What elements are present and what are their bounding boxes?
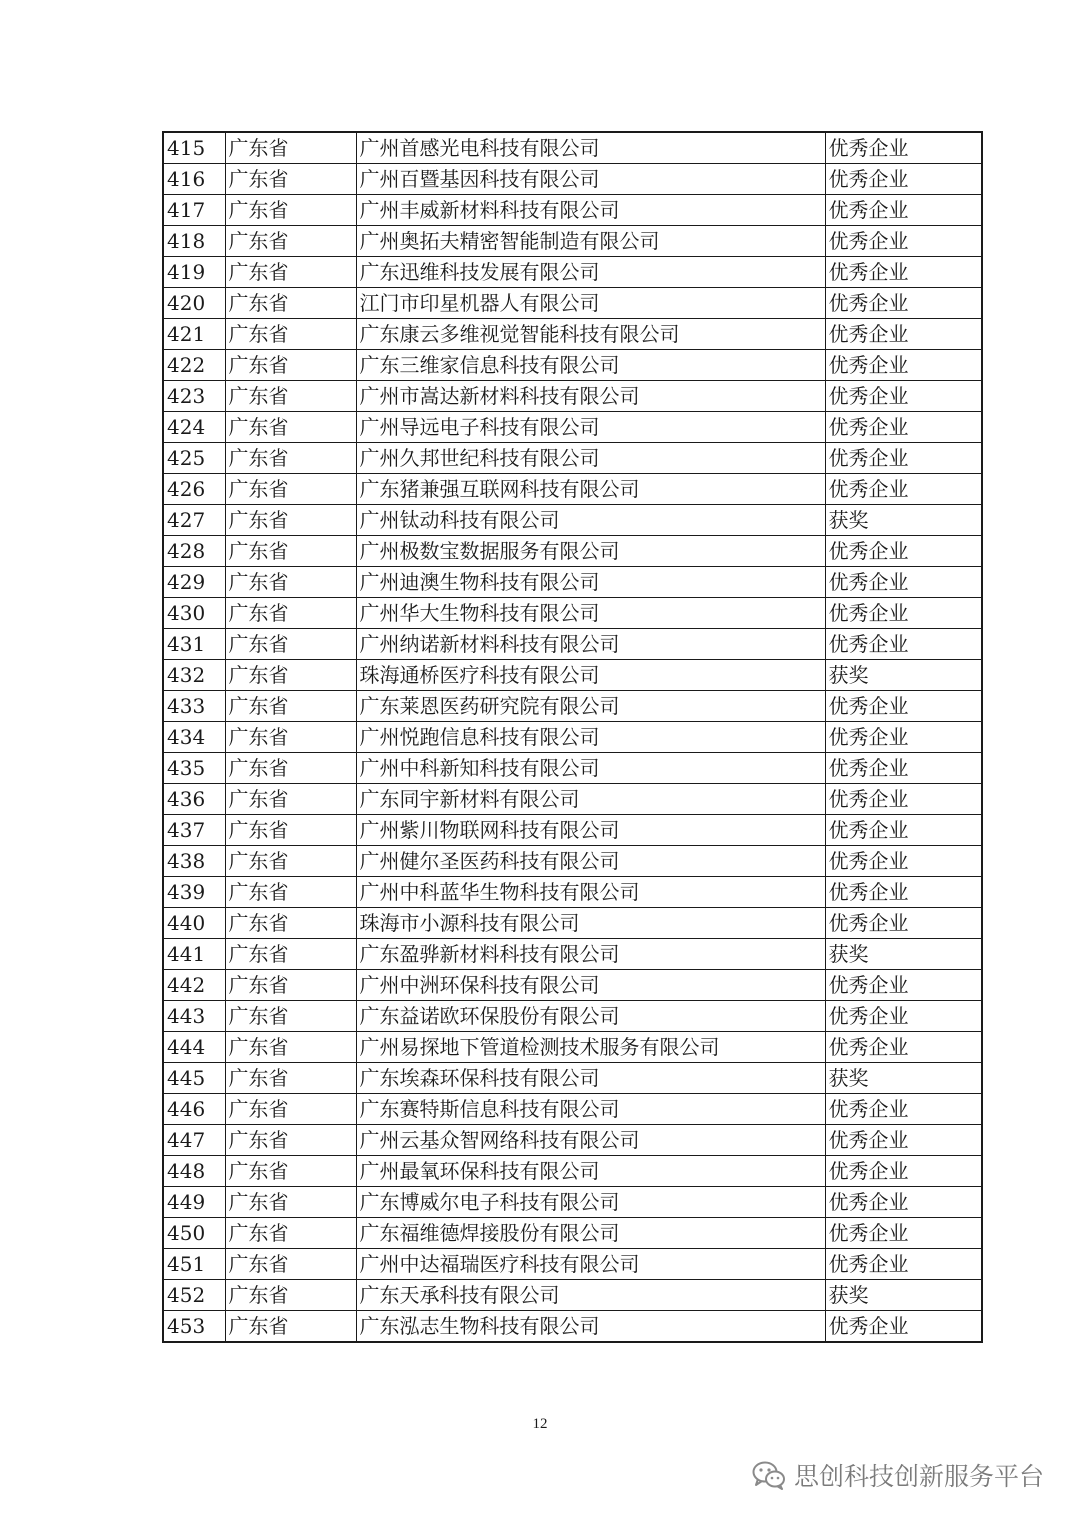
table-row [163,598,982,629]
award-type-cell: 优秀企业 [825,1187,982,1218]
company-name-cell: 广东福维德焊接股份有限公司 [356,1218,825,1249]
row-number-cell: 427 [163,505,225,536]
province-cell: 广东省 [225,1001,356,1032]
award-type-cell: 优秀企业 [825,784,982,815]
award-type-cell: 获奖 [825,1280,982,1311]
award-type-cell: 优秀企业 [825,1125,982,1156]
province-cell: 广东省 [225,381,356,412]
row-number-cell: 436 [163,784,225,815]
province-cell: 广东省 [225,195,356,226]
table-row [163,784,982,815]
province-cell: 广东省 [225,629,356,660]
award-type-cell: 优秀企业 [825,474,982,505]
award-type-cell: 优秀企业 [825,877,982,908]
award-list-table [162,131,983,1343]
row-number-cell: 425 [163,443,225,474]
row-number-cell: 431 [163,629,225,660]
province-cell: 广东省 [225,505,356,536]
company-name-cell: 广州健尔圣医药科技有限公司 [356,846,825,877]
award-type-cell: 获奖 [825,505,982,536]
award-type-cell: 优秀企业 [825,722,982,753]
row-number-cell: 451 [163,1249,225,1280]
row-number-cell: 419 [163,257,225,288]
row-number-cell: 453 [163,1311,225,1343]
province-cell: 广东省 [225,288,356,319]
province-cell: 广东省 [225,784,356,815]
province-cell: 广东省 [225,1094,356,1125]
province-cell: 广东省 [225,1187,356,1218]
award-type-cell: 优秀企业 [825,536,982,567]
province-cell: 广东省 [225,412,356,443]
province-cell: 广东省 [225,939,356,970]
row-number-cell: 439 [163,877,225,908]
row-number-cell: 423 [163,381,225,412]
company-name-cell: 广东博威尔电子科技有限公司 [356,1187,825,1218]
company-name-cell: 广州首感光电科技有限公司 [356,132,825,164]
row-number-cell: 421 [163,319,225,350]
company-name-cell: 广州钛动科技有限公司 [356,505,825,536]
row-number-cell: 432 [163,660,225,691]
company-name-cell: 广州导远电子科技有限公司 [356,412,825,443]
company-name-cell: 广州百暨基因科技有限公司 [356,164,825,195]
award-type-cell: 优秀企业 [825,1001,982,1032]
province-cell: 广东省 [225,1249,356,1280]
company-name-cell: 广东盈骅新材料科技有限公司 [356,939,825,970]
company-name-cell: 广州中洲环保科技有限公司 [356,970,825,1001]
table-row [163,381,982,412]
award-type-cell: 优秀企业 [825,381,982,412]
company-name-cell: 广东赛特斯信息科技有限公司 [356,1094,825,1125]
company-name-cell: 广州悦跑信息科技有限公司 [356,722,825,753]
table-row [163,1187,982,1218]
award-type-cell: 获奖 [825,1063,982,1094]
table-row [163,753,982,784]
province-cell: 广东省 [225,722,356,753]
company-name-cell: 广州云基众智网络科技有限公司 [356,1125,825,1156]
province-cell: 广东省 [225,1218,356,1249]
watermark [752,1457,1044,1493]
row-number-cell: 418 [163,226,225,257]
row-number-cell: 429 [163,567,225,598]
company-name-cell: 广州中科新知科技有限公司 [356,753,825,784]
table-row [163,939,982,970]
table-row [163,567,982,598]
table-row [163,877,982,908]
table-row [163,412,982,443]
company-name-cell: 广州迪澳生物科技有限公司 [356,567,825,598]
row-number-cell: 435 [163,753,225,784]
company-name-cell: 广东迅维科技发展有限公司 [356,257,825,288]
table-row [163,536,982,567]
province-cell: 广东省 [225,474,356,505]
province-cell: 广东省 [225,226,356,257]
province-cell: 广东省 [225,164,356,195]
award-type-cell: 优秀企业 [825,1156,982,1187]
row-number-cell: 428 [163,536,225,567]
province-cell: 广东省 [225,132,356,164]
table-row [163,660,982,691]
award-type-cell: 优秀企业 [825,815,982,846]
award-type-cell: 优秀企业 [825,288,982,319]
province-cell: 广东省 [225,567,356,598]
award-type-cell: 优秀企业 [825,598,982,629]
row-number-cell: 445 [163,1063,225,1094]
table-row [163,1001,982,1032]
province-cell: 广东省 [225,753,356,784]
company-name-cell: 广东埃森环保科技有限公司 [356,1063,825,1094]
table-row [163,1218,982,1249]
province-cell: 广东省 [225,908,356,939]
company-name-cell: 珠海市小源科技有限公司 [356,908,825,939]
award-type-cell: 优秀企业 [825,132,982,164]
province-cell: 广东省 [225,598,356,629]
company-name-cell: 广州纳诺新材料科技有限公司 [356,629,825,660]
table-row [163,1125,982,1156]
table-row [163,1280,982,1311]
company-name-cell: 广东天承科技有限公司 [356,1280,825,1311]
row-number-cell: 446 [163,1094,225,1125]
province-cell: 广东省 [225,846,356,877]
row-number-cell: 426 [163,474,225,505]
row-number-cell: 422 [163,350,225,381]
row-number-cell: 449 [163,1187,225,1218]
table-row [163,288,982,319]
company-name-cell: 广州最氧环保科技有限公司 [356,1156,825,1187]
table-row [163,1032,982,1063]
row-number-cell: 433 [163,691,225,722]
award-type-cell: 优秀企业 [825,1032,982,1063]
row-number-cell: 441 [163,939,225,970]
award-type-cell: 优秀企业 [825,629,982,660]
table-row [163,691,982,722]
table-row [163,970,982,1001]
row-number-cell: 444 [163,1032,225,1063]
company-name-cell: 广州极数宝数据服务有限公司 [356,536,825,567]
company-name-cell: 广东猪兼强互联网科技有限公司 [356,474,825,505]
table-row [163,1063,982,1094]
company-name-cell: 广州华大生物科技有限公司 [356,598,825,629]
company-name-cell: 广州紫川物联网科技有限公司 [356,815,825,846]
award-type-cell: 优秀企业 [825,319,982,350]
award-type-cell: 优秀企业 [825,1311,982,1343]
province-cell: 广东省 [225,970,356,1001]
table-row [163,1156,982,1187]
table-row [163,195,982,226]
table-row [163,132,982,164]
table-body [163,132,982,1342]
company-name-cell: 广州丰威新材料科技有限公司 [356,195,825,226]
province-cell: 广东省 [225,1032,356,1063]
table-row [163,908,982,939]
province-cell: 广东省 [225,443,356,474]
award-type-cell: 优秀企业 [825,691,982,722]
award-type-cell: 优秀企业 [825,567,982,598]
province-cell: 广东省 [225,877,356,908]
province-cell: 广东省 [225,660,356,691]
company-name-cell: 广东康云多维视觉智能科技有限公司 [356,319,825,350]
wechat-icon [752,1460,786,1490]
award-type-cell: 优秀企业 [825,164,982,195]
province-cell: 广东省 [225,319,356,350]
table-row [163,846,982,877]
province-cell: 广东省 [225,1063,356,1094]
company-name-cell: 广州中达福瑞医疗科技有限公司 [356,1249,825,1280]
company-name-cell: 江门市印星机器人有限公司 [356,288,825,319]
table-row [163,226,982,257]
row-number-cell: 450 [163,1218,225,1249]
company-name-cell: 广东三维家信息科技有限公司 [356,350,825,381]
province-cell: 广东省 [225,1156,356,1187]
award-type-cell: 优秀企业 [825,226,982,257]
table-row [163,722,982,753]
award-type-cell: 优秀企业 [825,753,982,784]
page-number: 12 [532,1416,548,1432]
table-row [163,319,982,350]
table-row [163,443,982,474]
award-type-cell: 优秀企业 [825,1249,982,1280]
province-cell: 广东省 [225,1311,356,1343]
table-row [163,474,982,505]
table-row [163,1094,982,1125]
award-type-cell: 获奖 [825,660,982,691]
company-name-cell: 广东莱恩医药研究院有限公司 [356,691,825,722]
row-number-cell: 430 [163,598,225,629]
province-cell: 广东省 [225,815,356,846]
row-number-cell: 415 [163,132,225,164]
company-name-cell: 广州奥拓夫精密智能制造有限公司 [356,226,825,257]
company-name-cell: 广州中科蓝华生物科技有限公司 [356,877,825,908]
table-row [163,257,982,288]
row-number-cell: 447 [163,1125,225,1156]
award-type-cell: 优秀企业 [825,1218,982,1249]
award-type-cell: 优秀企业 [825,443,982,474]
row-number-cell: 424 [163,412,225,443]
row-number-cell: 416 [163,164,225,195]
watermark-text: 思创科技创新服务平台 [793,1462,1044,1491]
company-name-cell: 广州易探地下管道检测技术服务有限公司 [356,1032,825,1063]
province-cell: 广东省 [225,1125,356,1156]
award-type-cell: 优秀企业 [825,350,982,381]
table-row [163,1311,982,1343]
table-row [163,629,982,660]
table-row [163,164,982,195]
award-type-cell: 优秀企业 [825,257,982,288]
province-cell: 广东省 [225,691,356,722]
table-row [163,505,982,536]
company-name-cell: 广东泓志生物科技有限公司 [356,1311,825,1343]
award-type-cell: 优秀企业 [825,970,982,1001]
province-cell: 广东省 [225,350,356,381]
company-name-cell: 广州久邦世纪科技有限公司 [356,443,825,474]
row-number-cell: 442 [163,970,225,1001]
company-name-cell: 广东益诺欧环保股份有限公司 [356,1001,825,1032]
province-cell: 广东省 [225,257,356,288]
province-cell: 广东省 [225,1280,356,1311]
row-number-cell: 417 [163,195,225,226]
row-number-cell: 452 [163,1280,225,1311]
award-type-cell: 优秀企业 [825,195,982,226]
award-type-cell: 获奖 [825,939,982,970]
row-number-cell: 434 [163,722,225,753]
table-row [163,815,982,846]
row-number-cell: 440 [163,908,225,939]
award-type-cell: 优秀企业 [825,846,982,877]
row-number-cell: 448 [163,1156,225,1187]
row-number-cell: 437 [163,815,225,846]
table-row [163,350,982,381]
row-number-cell: 443 [163,1001,225,1032]
award-type-cell: 优秀企业 [825,908,982,939]
company-name-cell: 广州市嵩达新材料科技有限公司 [356,381,825,412]
row-number-cell: 438 [163,846,225,877]
award-type-cell: 优秀企业 [825,412,982,443]
row-number-cell: 420 [163,288,225,319]
award-type-cell: 优秀企业 [825,1094,982,1125]
company-name-cell: 广东同宇新材料有限公司 [356,784,825,815]
table-row [163,1249,982,1280]
province-cell: 广东省 [225,536,356,567]
company-name-cell: 珠海通桥医疗科技有限公司 [356,660,825,691]
